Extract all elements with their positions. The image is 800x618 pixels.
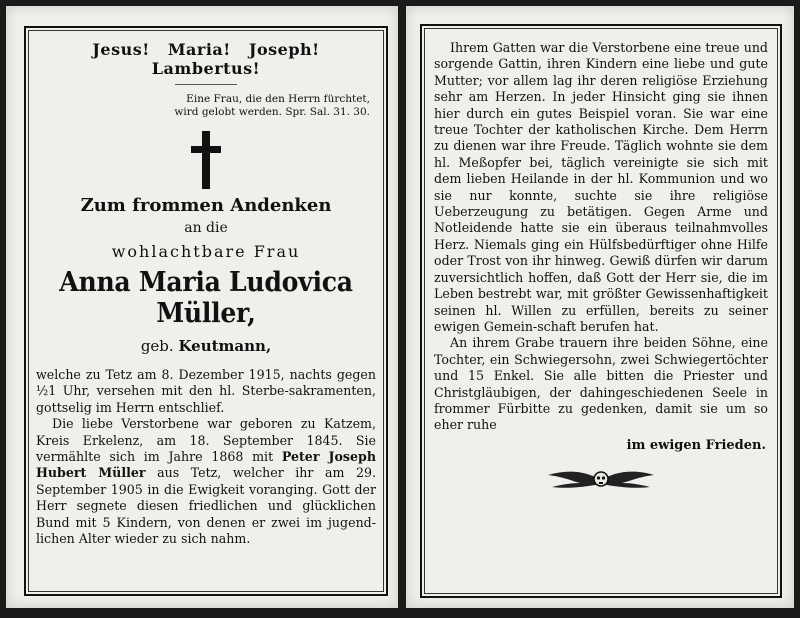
- left-content: [32, 32, 380, 590]
- invocation-lambertus: Lambertus!: [151, 59, 261, 78]
- life-paragraph: [36, 416, 376, 547]
- virtue-paragraph: Ihrem Gatten war die Verstorbene eine treue und sorgende Gattin, ihren Kindern eine liebe und gute Mutter; vor allem lag ihr deren religiöse Erziehung sehr am Herzen. In jeder Hinsicht ging sie ihnen hier durch ein gutes Beispiel voran. Sie war eine treue Tochter der katholischen Kirche. Dem Herrn zu dienen war ihre Freude. Täglich wohnte sie dem hl. Meßopfer bei, täglich vereinigte sie sich mit dem lieben Heilande in der hl. Kommunion und wo sie nur konnte, suchte sie ihre religiöse Ueberzeugung zu betätigen. Gegen Arme und Notleidende hatte sie ein überaus teilnahmvolles Herz. Niemals ging ein Hülfsbedürftiger ohne Hilfe oder Trost von ihr hinweg. Gewiß dürfen wir darum zuversichtlich hoffen, daß Gott der Herr sie, die im Leben bestrebt war, mit größter Gewissenhaftigkeit seinen hl. Willen zu erfüllen, bereits zu seiner ewigen Gemein-schaft berufen hat.: [434, 40, 768, 334]
- biography-left: [32, 367, 380, 547]
- right-content: [430, 40, 772, 590]
- motto-line-2: wird gelobt werden. Spr. Sal. 31. 30.: [174, 106, 370, 118]
- divider-rule: [175, 84, 237, 85]
- deceased-name: Anna Maria Ludovica Müller,: [59, 267, 353, 329]
- bible-motto: [32, 93, 380, 119]
- closing-phrase: im ewigen Frieden.: [626, 437, 766, 453]
- mourners-paragraph: An ihrem Grabe trauern ihre beiden Söhne, eine Tochter, ein Schwiegersohn, zwei Schwiegertöchter und 15 Enkel. Sie alle bitten die Priester und Christgläubigen, der dahingeschiedenen Seele in frommer Fürbitte zu gedenken, damit sie um so eher ruhe: [434, 335, 768, 433]
- life-paragraph-end: aus Tetz, welcher ihr am 29. September 1905 in die Ewigkeit voranging. Gott der Herr segnete diesen friedlichen und glücklichen Bund mit 5 Kindern, von denen er zwei im jugend-lichen Alter wieder zu sich nahm.: [36, 465, 376, 547]
- maiden-name: Keutmann,: [178, 337, 272, 355]
- invocation-joseph: Joseph!: [248, 40, 320, 59]
- left-card-page: [6, 6, 398, 608]
- honorific-text: wohlachtbare Frau: [111, 242, 301, 261]
- motto-line-1: Eine Frau, die den Herrn fürchtet,: [186, 93, 370, 105]
- memorial-heading: Zum frommen Andenken: [80, 195, 332, 216]
- invocation-jesus: Jesus!: [92, 40, 150, 59]
- winged-skull-icon: [546, 465, 656, 495]
- an-die-text: an die: [184, 220, 228, 236]
- invocation-maria: Maria!: [167, 40, 231, 59]
- death-paragraph: welche zu Tetz am 8. Dezember 1915, nachts gegen ½1 Uhr, versehen mit den hl. Sterbe-sakramenten, gottselig im Herrn entschlief.: [36, 367, 376, 415]
- right-card-page: [406, 6, 794, 608]
- invocation-line: [32, 40, 380, 78]
- cross-icon: [191, 131, 221, 189]
- biography-right: [430, 40, 772, 434]
- life-paragraph-start: Die liebe Verstorbene war geboren zu Katzem, Kreis Erkelenz, am 18. September 1845. Sie vermählte sich im Jahre 1868 mit: [36, 416, 376, 465]
- maiden-name-line: [32, 337, 380, 355]
- geb-prefix: geb.: [140, 337, 174, 355]
- spouse-name: Peter Joseph Hubert Müller: [36, 449, 376, 481]
